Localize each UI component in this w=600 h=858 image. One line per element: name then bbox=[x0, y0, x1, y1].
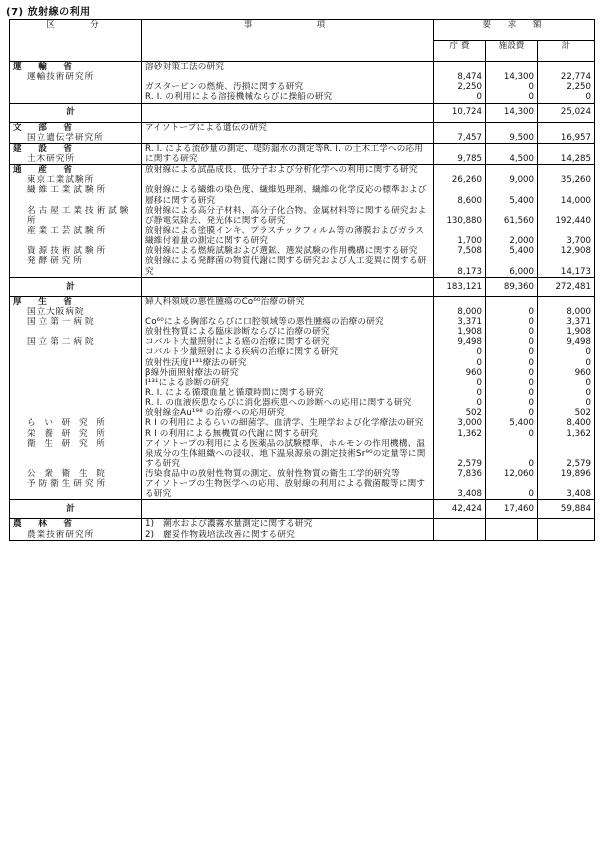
facility-cost-header: 施設費 bbox=[486, 41, 538, 62]
institute-name: 発酵研究所 bbox=[27, 256, 85, 267]
total-cost-cell: 8,400 bbox=[538, 418, 595, 428]
facility-cost-cell: 4,500 bbox=[486, 143, 538, 164]
division-cell bbox=[10, 226, 142, 246]
total-cost-cell: 25,024 bbox=[538, 103, 595, 122]
subject-cell: 放射線による高分子材料、高分子化合物、金属材料等に関する研究および静電気除去、発光体に関する研究 bbox=[142, 206, 434, 226]
facility-cost-cell: 89,360 bbox=[486, 277, 538, 296]
total-cost-cell: 0 bbox=[538, 398, 595, 408]
facility-cost-cell: 17,460 bbox=[486, 500, 538, 519]
total-cost-cell: 14,173 bbox=[538, 256, 595, 277]
agency-cost-cell: 8,000 bbox=[434, 296, 486, 317]
agency-cost-cell: 26,260 bbox=[434, 165, 486, 186]
institute-name: 農業技術研究所 bbox=[27, 529, 95, 540]
subject-cell: R. I. による循環血量と循環時間に関する研究 bbox=[142, 388, 434, 398]
division-cell bbox=[10, 469, 142, 479]
subject-cell: R. I. の血液疾患ならびに消化器疾患への診断への応用に関する研究 bbox=[142, 398, 434, 408]
total-header: 計 bbox=[538, 41, 595, 62]
division-cell bbox=[10, 519, 142, 540]
facility-cost-cell: 6,000 bbox=[486, 256, 538, 277]
agency-cost-cell: 2,579 bbox=[434, 439, 486, 469]
agency-cost-cell: 183,121 bbox=[434, 277, 486, 296]
division-cell bbox=[10, 388, 142, 398]
table-row bbox=[10, 439, 595, 469]
table-row bbox=[10, 226, 595, 246]
division-cell bbox=[10, 378, 142, 388]
institute-name: 東京工業試験所 bbox=[27, 175, 95, 186]
ministry-name: 建 設 省 bbox=[13, 143, 76, 154]
table-row bbox=[10, 92, 595, 103]
division-cell bbox=[10, 185, 142, 205]
division-cell bbox=[10, 143, 142, 164]
total-cost-cell: 35,260 bbox=[538, 165, 595, 186]
institute-name: 産業工芸試験所 bbox=[27, 225, 109, 236]
agency-cost-cell: 8,474 bbox=[434, 62, 486, 83]
agency-cost-cell: 3,371 bbox=[434, 317, 486, 327]
total-cost-cell: 16,957 bbox=[538, 122, 595, 143]
total-cost-cell: 3,700 bbox=[538, 226, 595, 246]
agency-cost-header: 庁 費 bbox=[434, 41, 486, 62]
table-row bbox=[10, 368, 595, 378]
facility-cost-cell: 0 bbox=[486, 327, 538, 337]
total-cost-cell: 22,774 bbox=[538, 62, 595, 83]
facility-cost-cell: 0 bbox=[486, 92, 538, 103]
total-cost-cell: 502 bbox=[538, 408, 595, 418]
division-cell bbox=[10, 418, 142, 428]
subject-cell: 婦人科領域の悪性腫瘍のCo⁶⁰治療の研究 bbox=[142, 296, 434, 317]
subject-cell bbox=[142, 500, 434, 519]
institute-name: 栄 養 研 究 所 bbox=[27, 428, 108, 439]
table-body bbox=[10, 62, 595, 541]
agency-cost-cell: 7,836 bbox=[434, 469, 486, 479]
agency-cost-cell: 3,408 bbox=[434, 479, 486, 500]
division-cell bbox=[10, 429, 142, 439]
division-cell bbox=[10, 327, 142, 337]
subject-cell: コバルト大量照射による癌の治療に関する研究 bbox=[142, 337, 434, 347]
subject-cell: 放射線による塗膜インキ、プラスチックフィルム等の薄膜およびガラス繊維付着量の測定に関する研究 bbox=[142, 226, 434, 246]
division-cell: 計 bbox=[10, 500, 142, 519]
facility-cost-cell: 0 bbox=[486, 82, 538, 92]
table-row bbox=[10, 408, 595, 418]
agency-cost-cell: 9,498 bbox=[434, 337, 486, 347]
facility-cost-cell: 14,300 bbox=[486, 103, 538, 122]
division-cell bbox=[10, 337, 142, 347]
facility-cost-cell: 12,060 bbox=[486, 469, 538, 479]
subject-cell: β線外面照射療法の研究 bbox=[142, 368, 434, 378]
subject-cell bbox=[142, 103, 434, 122]
total-cost-cell: 272,481 bbox=[538, 277, 595, 296]
facility-cost-cell: 0 bbox=[486, 388, 538, 398]
agency-cost-cell: 8,600 bbox=[434, 185, 486, 205]
subject-cell: R I の利用によるらいの細菌学、血清学、生理学および化学療法の研究 bbox=[142, 418, 434, 428]
total-cost-cell: 12,908 bbox=[538, 246, 595, 256]
subject-cell: 放射線による発酵菌の物質代謝に関する研究および人工変異に関する研究 bbox=[142, 256, 434, 277]
ministry-name: 厚 生 省 bbox=[13, 296, 76, 307]
facility-cost-cell: 5,400 bbox=[486, 418, 538, 428]
division-cell bbox=[10, 439, 142, 469]
institute-name: 国立大阪病院 bbox=[27, 306, 85, 317]
total-cost-cell: 3,371 bbox=[538, 317, 595, 327]
division-cell bbox=[10, 398, 142, 408]
subject-cell bbox=[142, 277, 434, 296]
institute-name: 資源技術試験所 bbox=[27, 246, 109, 257]
subject-cell: コバルト少量照射による疾病の治療に関する研究 bbox=[142, 347, 434, 357]
facility-cost-cell bbox=[486, 519, 538, 540]
agency-cost-cell: 7,508 bbox=[434, 246, 486, 256]
agency-cost-cell: 0 bbox=[434, 347, 486, 357]
total-cost-cell: 19,896 bbox=[538, 469, 595, 479]
subject-cell: 放射線金Au¹⁹⁸ の治療への応用研究 bbox=[142, 408, 434, 418]
division-header: 区 分 bbox=[10, 20, 142, 62]
institute-name: 国立遺伝学研究所 bbox=[27, 132, 104, 143]
facility-cost-cell: 0 bbox=[486, 347, 538, 357]
agency-cost-cell: 130,880 bbox=[434, 206, 486, 226]
table-row bbox=[10, 479, 595, 500]
agency-cost-cell bbox=[434, 519, 486, 540]
facility-cost-cell: 0 bbox=[486, 358, 538, 368]
institute-name: ら い 研 究 所 bbox=[27, 418, 108, 429]
total-cost-cell: 2,579 bbox=[538, 439, 595, 469]
table-row bbox=[10, 358, 595, 368]
table-row bbox=[10, 398, 595, 408]
agency-cost-cell: 502 bbox=[434, 408, 486, 418]
subject-cell: アイソトープによる遺伝の研究 bbox=[142, 122, 434, 143]
total-cost-cell: 9,498 bbox=[538, 337, 595, 347]
facility-cost-cell: 61,560 bbox=[486, 206, 538, 226]
division-cell bbox=[10, 122, 142, 143]
ministry-name: 農 林 省 bbox=[13, 519, 76, 530]
facility-cost-cell: 0 bbox=[486, 378, 538, 388]
agency-cost-cell: 0 bbox=[434, 92, 486, 103]
table-row bbox=[10, 256, 595, 277]
facility-cost-cell: 9,000 bbox=[486, 165, 538, 186]
subject-cell: 溶砂対策工法の研究 bbox=[142, 62, 434, 83]
division-cell bbox=[10, 347, 142, 357]
table-row bbox=[10, 327, 595, 337]
division-cell bbox=[10, 479, 142, 500]
table-row bbox=[10, 378, 595, 388]
agency-cost-cell: 2,250 bbox=[434, 82, 486, 92]
agency-cost-cell: 8,173 bbox=[434, 256, 486, 277]
institute-name: 国立第二病院 bbox=[27, 337, 97, 348]
table-row bbox=[10, 418, 595, 428]
facility-cost-cell: 2,000 bbox=[486, 226, 538, 246]
subject-cell: 放射線による繊維の染色度、繊維処理剤、繊維の化学反応の標準および層移に関する研究 bbox=[142, 185, 434, 205]
table-row bbox=[10, 347, 595, 357]
total-cost-cell: 0 bbox=[538, 92, 595, 103]
subject-cell: R I の利用による無機質の代謝に関する研究 bbox=[142, 429, 434, 439]
agency-cost-cell: 7,457 bbox=[434, 122, 486, 143]
agency-cost-cell: 1,908 bbox=[434, 327, 486, 337]
total-row bbox=[10, 103, 595, 122]
division-cell bbox=[10, 296, 142, 317]
table-row bbox=[10, 143, 595, 164]
page-caption: (7) 放射線の利用 bbox=[6, 7, 91, 18]
subject-cell: 放射性沃度I¹³¹療法の研究 bbox=[142, 358, 434, 368]
subject-cell: 放射性物質による臨床診断ならびに治療の研究 bbox=[142, 327, 434, 337]
division-cell bbox=[10, 92, 142, 103]
division-cell bbox=[10, 206, 142, 226]
total-cost-cell: 59,884 bbox=[538, 500, 595, 519]
agency-cost-cell: 3,000 bbox=[434, 418, 486, 428]
table-row bbox=[10, 296, 595, 317]
subject-cell: 放射線による試晶成長、低分子および分析化学への利用に関する研究 bbox=[142, 165, 434, 186]
matters-header: 事 項 bbox=[142, 20, 434, 62]
institute-name: 繊維工業試験所 bbox=[27, 185, 109, 196]
facility-cost-cell: 0 bbox=[486, 398, 538, 408]
division-cell bbox=[10, 408, 142, 418]
institute-name: 予防衛生研究所 bbox=[27, 479, 109, 490]
table-row bbox=[10, 469, 595, 479]
institute-name: 衛 生 研 究 所 bbox=[27, 438, 108, 449]
total-cost-cell: 1,908 bbox=[538, 327, 595, 337]
division-cell bbox=[10, 368, 142, 378]
subject-cell: R. I. による流砂量の測定、堤防漏水の測定等R. I. の土木工学への応用に関する研究 bbox=[142, 143, 434, 164]
table-row bbox=[10, 206, 595, 226]
division-cell: 計 bbox=[10, 103, 142, 122]
total-cost-cell: 0 bbox=[538, 378, 595, 388]
division-cell bbox=[10, 246, 142, 256]
table-row bbox=[10, 246, 595, 256]
table-row bbox=[10, 519, 595, 540]
facility-cost-cell: 0 bbox=[486, 368, 538, 378]
subject-cell: R. I. の利用による溶接機械ならびに操船の研究 bbox=[142, 92, 434, 103]
table-row bbox=[10, 317, 595, 327]
subject-cell: 1) 潮水および濃霧水量測定に関する研究 2) 麗妥作物栽培法改善に関する研究 bbox=[142, 519, 434, 540]
agency-cost-cell: 1,362 bbox=[434, 429, 486, 439]
subject-cell: I¹³¹による診断の研究 bbox=[142, 378, 434, 388]
agency-cost-cell: 10,724 bbox=[434, 103, 486, 122]
agency-cost-cell: 42,424 bbox=[434, 500, 486, 519]
total-cost-cell: 192,440 bbox=[538, 206, 595, 226]
agency-cost-cell: 9,785 bbox=[434, 143, 486, 164]
table-row bbox=[10, 62, 595, 83]
request-header: 要 求 額 bbox=[434, 20, 595, 41]
total-cost-cell bbox=[538, 519, 595, 540]
total-row bbox=[10, 277, 595, 296]
table-row bbox=[10, 82, 595, 92]
total-cost-cell: 14,285 bbox=[538, 143, 595, 164]
facility-cost-cell: 0 bbox=[486, 479, 538, 500]
institute-name: 国立第一病院 bbox=[27, 316, 97, 327]
division-cell bbox=[10, 165, 142, 186]
facility-cost-cell: 0 bbox=[486, 429, 538, 439]
facility-cost-cell: 9,500 bbox=[486, 122, 538, 143]
division-cell bbox=[10, 317, 142, 327]
total-cost-cell: 0 bbox=[538, 388, 595, 398]
facility-cost-cell: 0 bbox=[486, 337, 538, 347]
division-cell bbox=[10, 62, 142, 83]
table-row bbox=[10, 122, 595, 143]
table-row bbox=[10, 388, 595, 398]
facility-cost-cell: 0 bbox=[486, 317, 538, 327]
division-cell bbox=[10, 82, 142, 92]
agency-cost-cell: 0 bbox=[434, 398, 486, 408]
table-row bbox=[10, 429, 595, 439]
ministry-name: 文 部 省 bbox=[13, 122, 76, 133]
table-row bbox=[10, 185, 595, 205]
facility-cost-cell: 0 bbox=[486, 439, 538, 469]
total-cost-cell: 2,250 bbox=[538, 82, 595, 92]
total-cost-cell: 8,000 bbox=[538, 296, 595, 317]
agency-cost-cell: 1,700 bbox=[434, 226, 486, 246]
total-cost-cell: 0 bbox=[538, 347, 595, 357]
institute-name: 運輸技術研究所 bbox=[27, 72, 95, 83]
agency-cost-cell: 0 bbox=[434, 378, 486, 388]
institute-name: 名古屋工業技術試験所 bbox=[27, 205, 132, 226]
facility-cost-cell: 0 bbox=[486, 408, 538, 418]
total-cost-cell: 960 bbox=[538, 368, 595, 378]
facility-cost-cell: 5,400 bbox=[486, 246, 538, 256]
total-cost-cell: 1,362 bbox=[538, 429, 595, 439]
subject-cell: 汚染食品中の放射性物質の測定、放射性物質の衛生工学的研究等 bbox=[142, 469, 434, 479]
subject-cell: 放射線による燃焼試験および選鉱、選炭試験の作用機構に関する研究 bbox=[142, 246, 434, 256]
subject-cell: アイソトープの生物医学への応用、放射線の利用による微菌酸等に関する研究 bbox=[142, 479, 434, 500]
agency-cost-cell: 0 bbox=[434, 388, 486, 398]
budget-table bbox=[9, 19, 595, 541]
table-row bbox=[10, 337, 595, 347]
agency-cost-cell: 0 bbox=[434, 358, 486, 368]
division-cell bbox=[10, 358, 142, 368]
subject-cell: ガスタービンの燃焼、汚損に関する研究 bbox=[142, 82, 434, 92]
total-cost-cell: 3,408 bbox=[538, 479, 595, 500]
subject-cell: アイソトープの利用による医薬品の試験標準、ホルモンの作用機構、温泉成分の生体組織への浸収、地下温泉源泉の測定技術Sr⁹⁰の定量等に関する研究 bbox=[142, 439, 434, 469]
facility-cost-cell: 5,400 bbox=[486, 185, 538, 205]
facility-cost-cell: 14,300 bbox=[486, 62, 538, 83]
total-cost-cell: 14,000 bbox=[538, 185, 595, 205]
ministry-name: 運 輸 省 bbox=[13, 62, 76, 72]
subject-cell: Co⁶⁰による胸部ならびに口腔領域等の悪性腫瘍の治療の研究 bbox=[142, 317, 434, 327]
table-row bbox=[10, 165, 595, 186]
total-row bbox=[10, 500, 595, 519]
agency-cost-cell: 960 bbox=[434, 368, 486, 378]
institute-name: 公 衆 衛 生 院 bbox=[27, 469, 108, 480]
division-cell bbox=[10, 256, 142, 277]
division-cell: 計 bbox=[10, 277, 142, 296]
facility-cost-cell: 0 bbox=[486, 296, 538, 317]
institute-name: 土木研究所 bbox=[27, 153, 75, 164]
total-cost-cell: 0 bbox=[538, 358, 595, 368]
ministry-name: 通 産 省 bbox=[13, 165, 76, 176]
